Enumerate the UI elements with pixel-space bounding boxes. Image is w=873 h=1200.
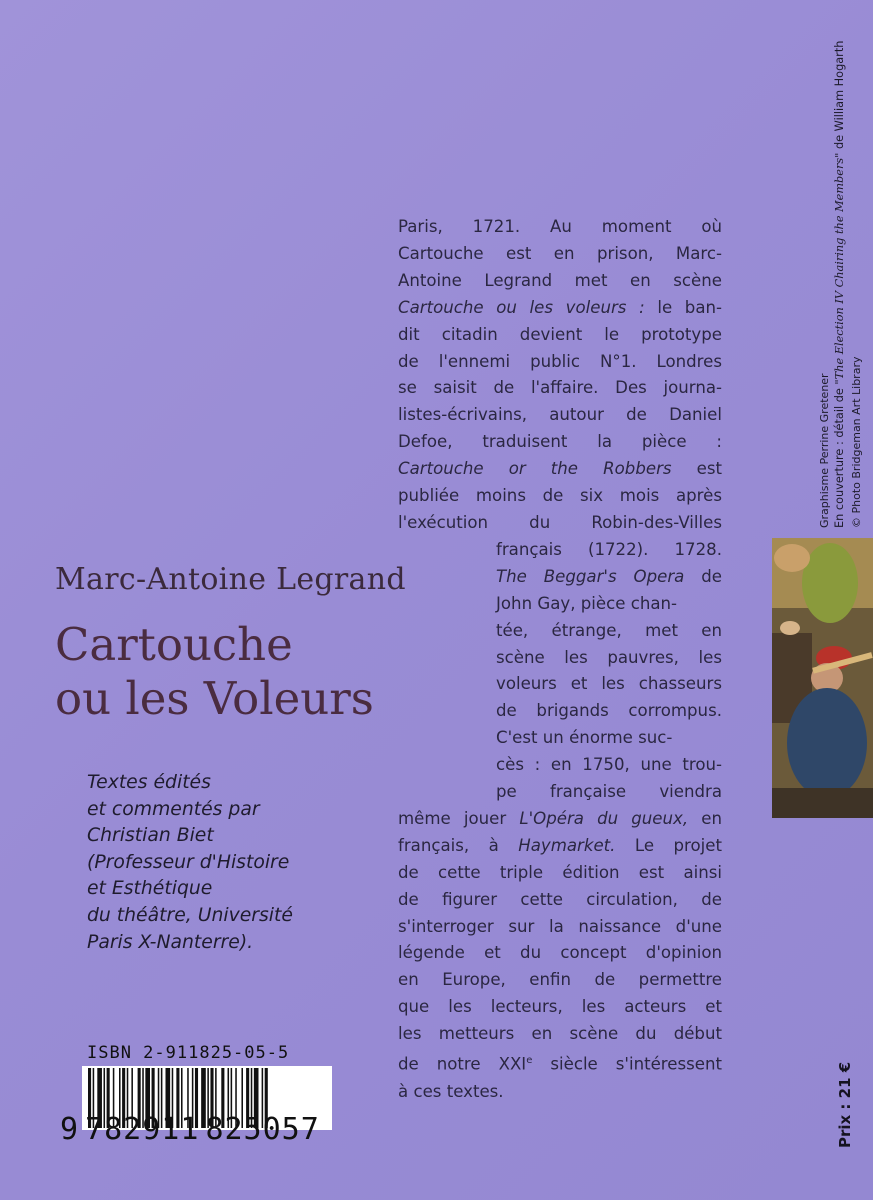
editor-line: Textes édités xyxy=(87,772,211,793)
blurb-text xyxy=(398,214,722,1105)
blurb-line xyxy=(398,456,722,483)
painting-figure-green-coat xyxy=(802,543,858,623)
photo-credit: © Photo Bridgeman Art Library xyxy=(850,356,863,528)
painting-hand xyxy=(780,621,800,635)
blurb-line: C'est un énorme suc- xyxy=(496,728,673,748)
blurb-line: que les lecteurs, les acteurs et xyxy=(398,997,722,1017)
blurb-line: John Gay, pièce chan- xyxy=(496,593,678,613)
blurb-line xyxy=(496,564,722,591)
blurb-fragment: français, à xyxy=(398,835,519,855)
barcode-digits xyxy=(60,1112,320,1147)
editor-line: du théâtre, Université xyxy=(87,904,293,926)
blurb-line: de figurer cette circulation, de xyxy=(398,889,722,909)
blurb-line: listes-écrivains, autour de Daniel xyxy=(398,405,722,425)
blurb-line: dit citadin devient le prototype xyxy=(398,324,722,344)
blurb-line xyxy=(398,833,722,860)
cover-painting-detail xyxy=(772,538,873,818)
cover-credit xyxy=(833,41,846,528)
blurb-fragment: en xyxy=(688,808,722,828)
blurb-line: scène les pauvres, les xyxy=(496,647,722,667)
blurb-line: Defoe, traduisent la pièce : xyxy=(398,432,722,452)
editor-line: (Professeur d'Histoire xyxy=(87,851,290,873)
blurb-fragment: le ban- xyxy=(644,297,723,317)
blurb-fragment: même jouer xyxy=(398,808,520,828)
play-title-italic: Cartouche or the Robbers xyxy=(398,459,672,479)
blurb-line: l'exécution du Robin-des-Villes xyxy=(398,512,722,532)
blurb-line: tée, étrange, met en xyxy=(496,620,722,640)
blurb-line: Antoine Legrand met en scène xyxy=(398,270,722,290)
blurb-line: Paris, 1721. Au moment où xyxy=(398,217,722,236)
blurb-line: publiée moins de six mois après xyxy=(398,486,722,506)
blurb-line: à ces textes. xyxy=(398,1081,504,1101)
blurb-line: s'interroger sur la naissance d'une xyxy=(398,916,722,936)
blurb-line: cès : en 1750, une trou- xyxy=(496,755,722,775)
play-title-italic: Cartouche ou les voleurs : xyxy=(398,297,645,317)
blurb-fragment: est xyxy=(671,459,722,479)
painting-figure-head xyxy=(774,544,810,572)
author-name: Marc-Antoine Legrand xyxy=(55,562,406,597)
painting-ground xyxy=(772,788,873,818)
editor-line: Paris X-Nanterre). xyxy=(87,931,254,953)
blurb-line: de cette triple édition est ainsi xyxy=(398,862,722,882)
blurb-line: les metteurs en scène du début xyxy=(398,1024,722,1044)
blurb-line: pe française viendra xyxy=(496,782,722,802)
book-title xyxy=(55,618,374,726)
blurb-line: se saisit de l'affaire. Des journa- xyxy=(398,378,722,398)
editor-line: et commentés par xyxy=(87,798,260,820)
blurb-fragment: de xyxy=(684,566,722,586)
blurb-line xyxy=(398,295,722,322)
blurb-line: français (1722). 1728. xyxy=(496,539,722,559)
blurb-line: de l'ennemi public N°1. Londres xyxy=(398,351,722,371)
title-line: Cartouche xyxy=(55,618,293,671)
barcode-digit-first: 9 xyxy=(60,1112,80,1147)
blurb-fragment: siècle s'intéressent xyxy=(532,1054,722,1074)
blurb-line: en Europe, enfin de permettre xyxy=(398,970,722,990)
design-credit: Graphisme Perrine Gretener xyxy=(818,373,831,528)
blurb-line: de brigands corrompus. xyxy=(496,701,722,721)
cover-credit-artist: de William Hogarth xyxy=(833,40,846,153)
editor-credits xyxy=(87,770,293,956)
cover-credit-prefix: En couverture : détail de xyxy=(833,384,846,528)
isbn-label: ISBN 2-911825-05-5 xyxy=(87,1043,290,1063)
play-title-italic: L'Opéra du gueux, xyxy=(519,808,689,828)
blurb-line xyxy=(398,806,722,833)
blurb-line: légende et du concept d'opinion xyxy=(398,943,722,963)
place-italic: Haymarket. xyxy=(518,835,616,855)
blurb-fragment: de notre XXI xyxy=(398,1054,527,1074)
title-line: ou les Voleurs xyxy=(55,672,374,725)
barcode-digits-right: 825057 xyxy=(205,1112,320,1147)
painting-blue-coat xyxy=(787,688,867,798)
play-title-italic: The Beggar's Opera xyxy=(496,566,685,586)
barcode-digits-left: 782911 xyxy=(85,1112,200,1147)
superscript: e xyxy=(526,1055,533,1067)
artwork-title: "The Election IV Chairing the Members" xyxy=(833,152,846,385)
editor-line: Christian Biet xyxy=(87,825,214,847)
blurb-fragment: Le projet xyxy=(615,835,722,855)
editor-line: et Esthétique xyxy=(87,878,213,900)
blurb-line xyxy=(398,1048,722,1078)
blurb-line: Cartouche est en prison, Marc- xyxy=(398,243,722,263)
blurb-line: voleurs et les chasseurs xyxy=(496,674,722,694)
price-label: Prix : 21 € xyxy=(836,1061,854,1148)
